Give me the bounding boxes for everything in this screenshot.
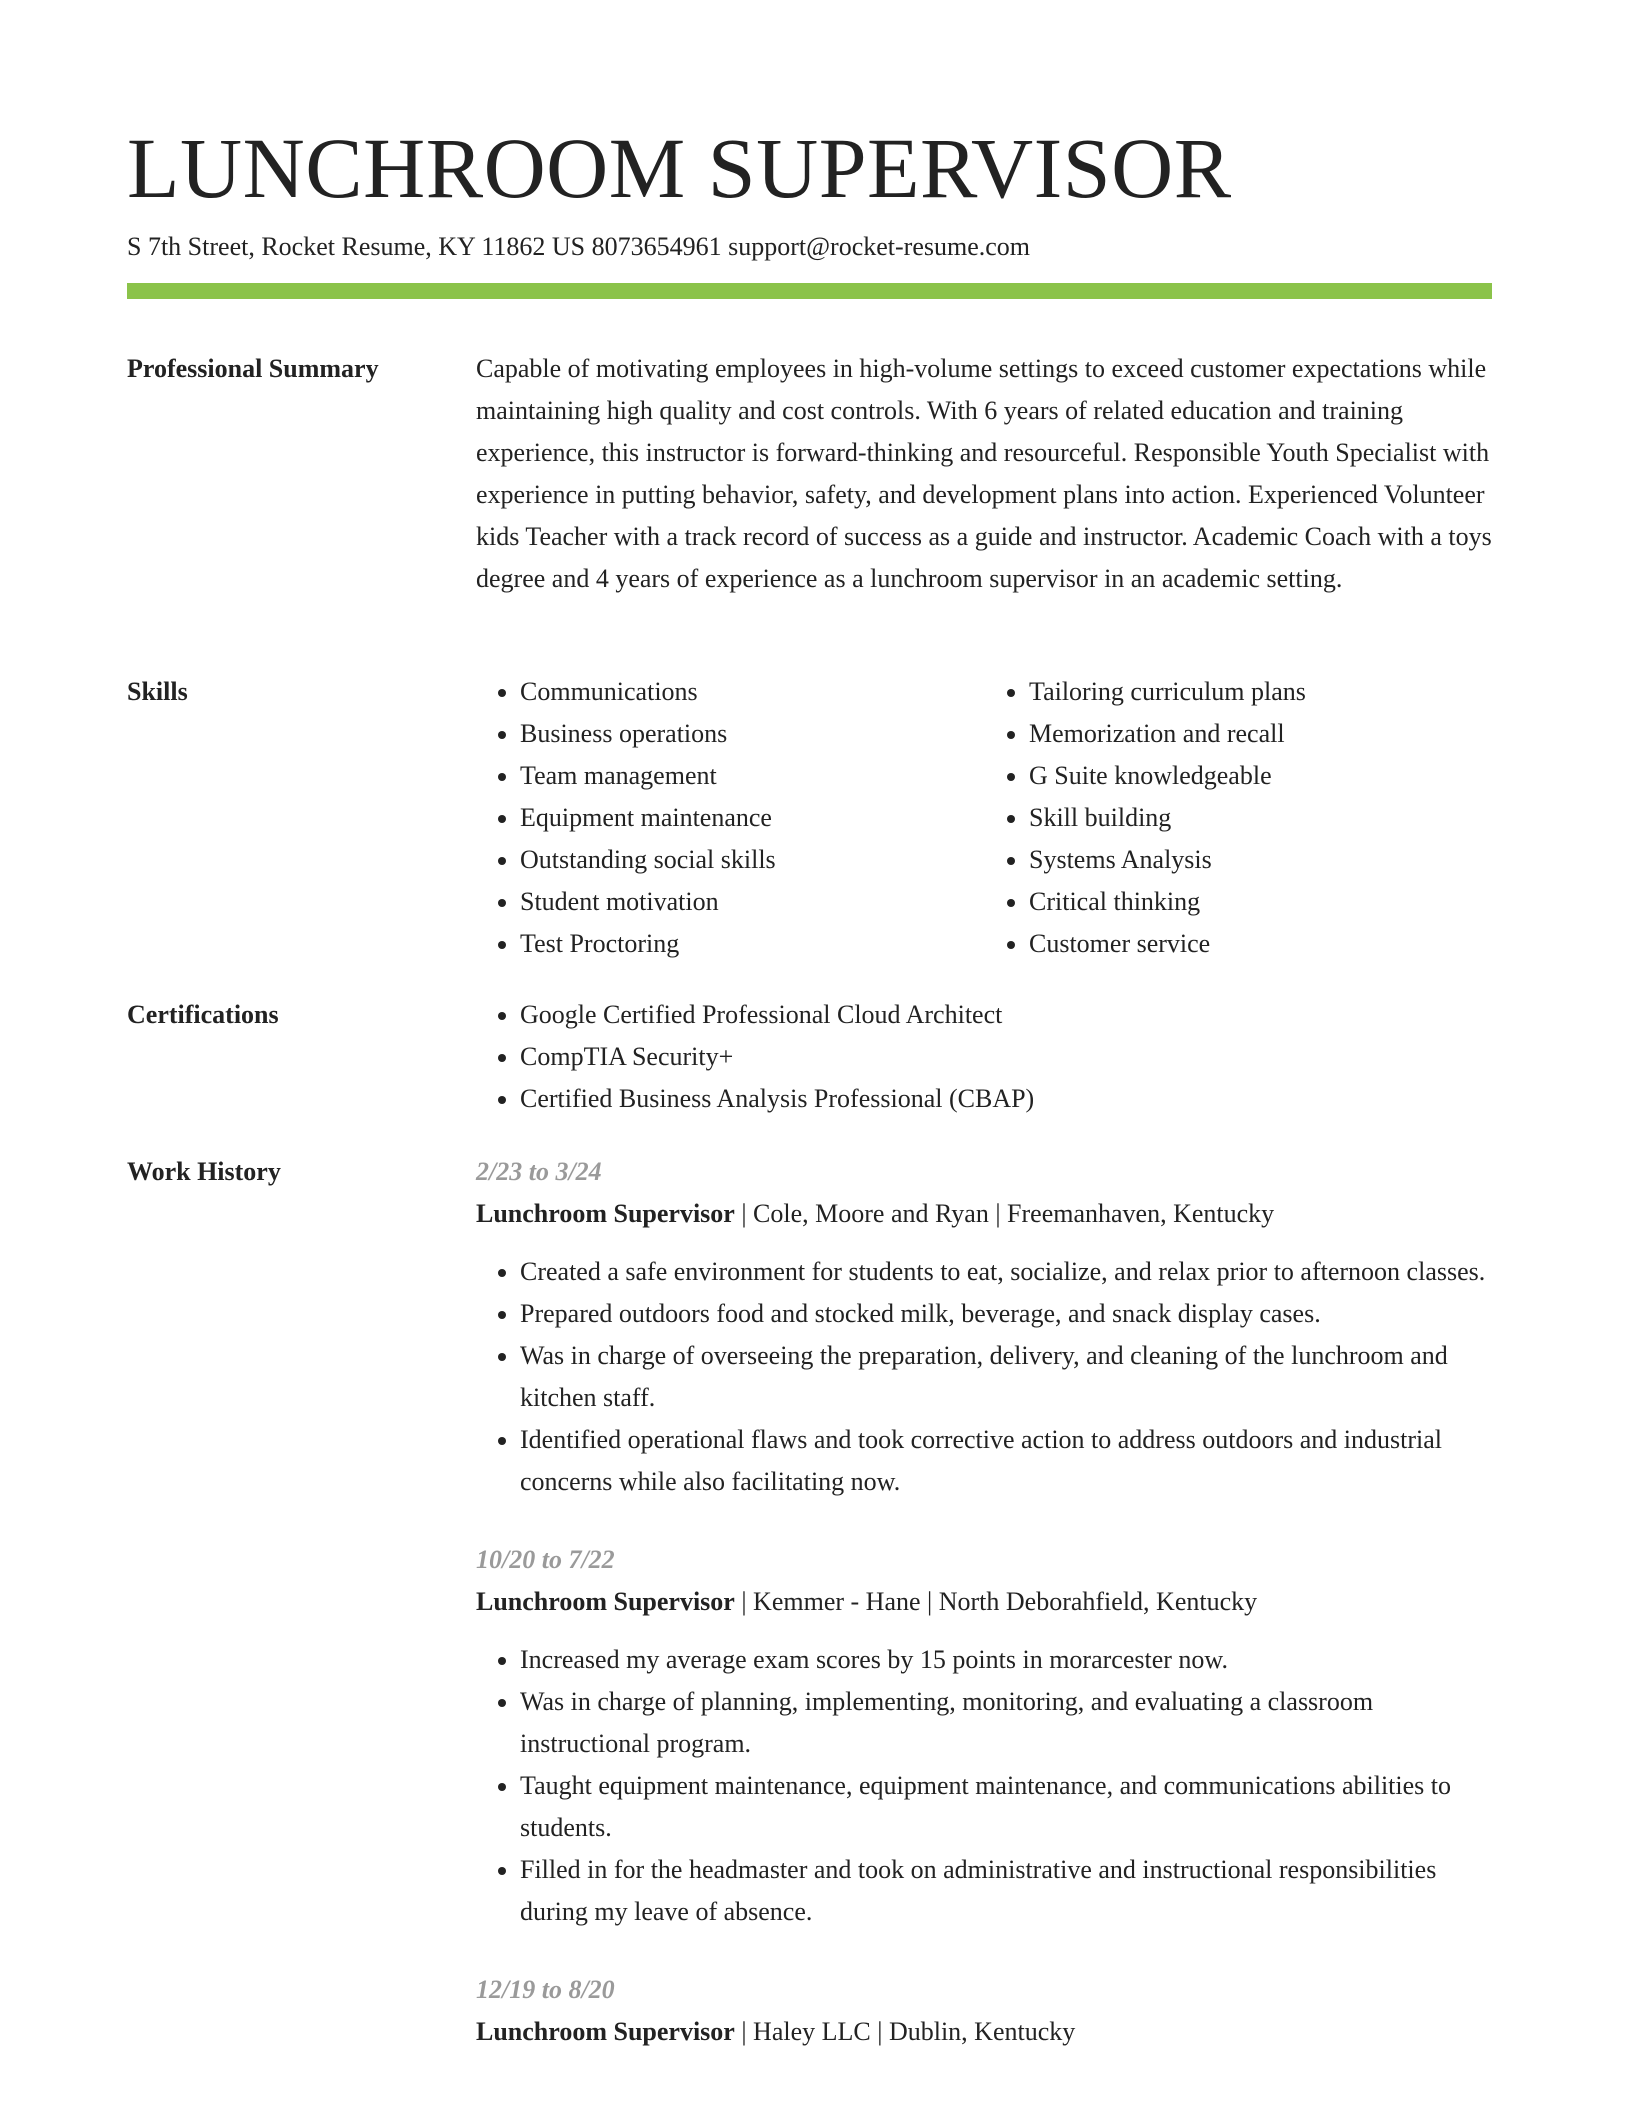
contact-info: S 7th Street, Rocket Resume, KY 11862 US 8073654961 support@rocket-resume.com <box>127 232 1031 261</box>
list-item: • Prepared outdoors food and stocked milk, beverage, and snack display cases. <box>520 1293 1494 1335</box>
certifications-list <box>476 994 1494 1120</box>
list-item: • Was in charge of overseeing the preparation, delivery, and cleaning of the lunchroom and kitchen staff. <box>520 1335 1494 1419</box>
list-item: • G Suite knowledgeable <box>1029 755 1494 797</box>
section-title-certifications: Certifications <box>127 1000 279 1029</box>
list-item: • Outstanding social skills <box>520 839 985 881</box>
job-title: Lunchroom Supervisor <box>476 2017 735 2046</box>
list-item: • Communications <box>520 671 985 713</box>
job-details: | Cole, Moore and Ryan | Freemanhaven, Kentucky <box>734 1199 1275 1228</box>
header-divider <box>127 283 1492 299</box>
list-item: • CompTIA Security+ <box>520 1036 1494 1078</box>
job-title: Lunchroom Supervisor <box>476 1587 735 1616</box>
job-details: | Haley LLC | Dublin, Kentucky <box>734 2017 1076 2046</box>
job-title-line <box>476 2011 1494 2053</box>
list-item: • Was in charge of planning, implementing, monitoring, and evaluating a classroom instructional program. <box>520 1681 1494 1765</box>
summary-body <box>476 348 1494 600</box>
list-item: • Certified Business Analysis Professional (CBAP) <box>520 1078 1494 1120</box>
job-entry <box>476 1539 1494 1933</box>
list-item: • Filled in for the headmaster and took on administrative and instructional responsibilities during my leave of absence. <box>520 1849 1494 1933</box>
list-item: • Business operations <box>520 713 985 755</box>
list-item: • Increased my average exam scores by 15 points in morarcester now. <box>520 1639 1494 1681</box>
list-item: • Tailoring curriculum plans <box>1029 671 1494 713</box>
job-title: Lunchroom Supervisor <box>476 1199 735 1228</box>
job-details: | Kemmer - Hane | North Deborahfield, Kentucky <box>734 1587 1258 1616</box>
skills-body <box>476 671 1494 965</box>
list-item: • Customer service <box>1029 923 1494 965</box>
list-item: • Skill building <box>1029 797 1494 839</box>
skills-list-right <box>985 671 1494 965</box>
list-item: • Team management <box>520 755 985 797</box>
list-item: • Memorization and recall <box>1029 713 1494 755</box>
job-entry <box>476 1151 1494 1503</box>
job-bullets <box>476 1639 1494 1933</box>
page-title: LUNCHROOM SUPERVISOR <box>127 120 1232 216</box>
job-bullets <box>476 1251 1494 1503</box>
section-title-skills: Skills <box>127 677 188 706</box>
skills-list-left <box>476 671 985 965</box>
job-dates: 2/23 to 3/24 <box>476 1157 602 1186</box>
job-entry <box>476 1969 1494 2053</box>
job-title-line <box>476 1581 1494 1623</box>
summary-text: Capable of motivating employees in high-volume settings to exceed customer expectations while maintaining high quality and cost controls. With 6 years of related education and training experience, this instructor is forward-thinking and resourceful. Responsible Youth Specialist with experience in putting behavior, safety, and development plans into action. Experienced Volunteer kids Teacher with a track record of success as a guide and instructor. Academic Coach with a toys degree and 4 years of experience as a lunchroom supervisor in an academic setting. <box>476 354 1492 593</box>
certifications-body <box>476 994 1494 1120</box>
section-title-work-history: Work History <box>127 1157 281 1186</box>
section-title-summary: Professional Summary <box>127 354 379 383</box>
job-title-line <box>476 1193 1494 1235</box>
list-item: • Equipment maintenance <box>520 797 985 839</box>
list-item: • Taught equipment maintenance, equipment maintenance, and communications abilities to students. <box>520 1765 1494 1849</box>
list-item: • Test Proctoring <box>520 923 985 965</box>
list-item: • Created a safe environment for students to eat, socialize, and relax prior to afternoon classes. <box>520 1251 1494 1293</box>
list-item: • Critical thinking <box>1029 881 1494 923</box>
job-dates: 10/20 to 7/22 <box>476 1545 615 1574</box>
work-history-body <box>476 1151 1494 2089</box>
list-item: • Identified operational flaws and took corrective action to address outdoors and industrial concerns while also facilitating now. <box>520 1419 1494 1503</box>
list-item: • Systems Analysis <box>1029 839 1494 881</box>
list-item: • Google Certified Professional Cloud Architect <box>520 994 1494 1036</box>
list-item: • Student motivation <box>520 881 985 923</box>
job-dates: 12/19 to 8/20 <box>476 1975 615 2004</box>
